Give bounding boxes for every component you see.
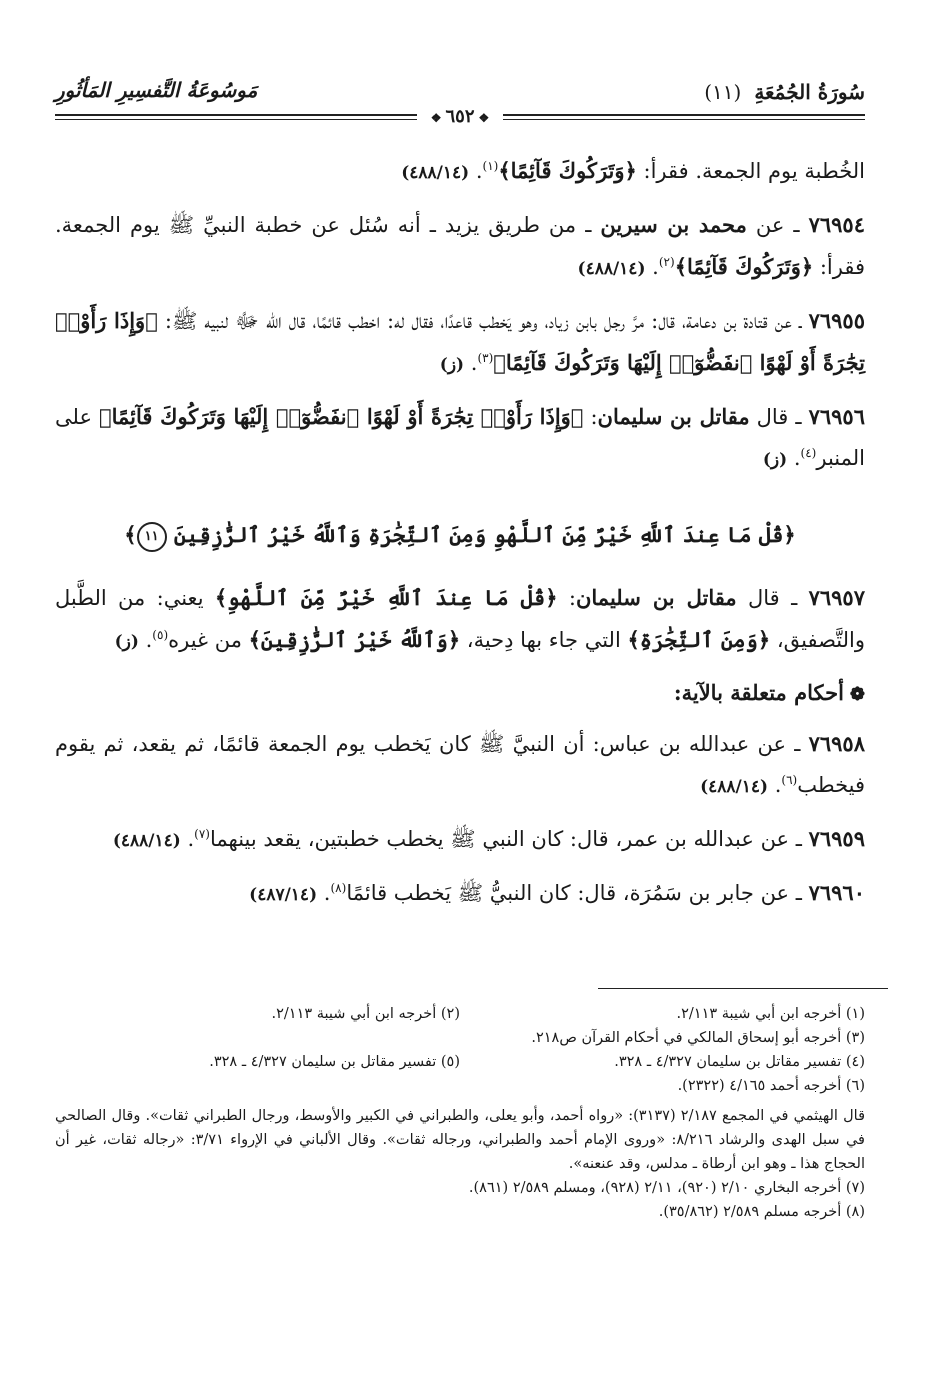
entry-76954: ٧٦٩٥٤ ـ عن محمد بن سيرين ـ من طريق يزيد ـ أنه سُئل عن خطبة النبيِّ ﷺ يوم الجمعة. فقرأ: ﴿وَتَرَكُوكَ قَآئِمًا﴾$^{(٢)}$. (٤٨٨/١٤) (55, 212, 865, 279)
footnotes (55, 1002, 865, 1224)
page-header (55, 70, 865, 130)
entry-76956: ٧٦٩٥٦ ـ قال مقاتل بن سليمان: ﴿وَإِذَا رَأَوْا۟ تِجَٰرَةً أَوْ لَهْوًا ٱنفَضُّوٓا۟ إِلَيْهَا وَتَرَكُوكَ قَآئِمًا﴾ على المنبر$^{(٤)}$. (ز) (55, 404, 865, 470)
entry-number: ٧٦٩٥٧ (808, 585, 865, 610)
footnote-6: (٦) أخرجه أحمد ٤/١٦٥ (٢٣٢٢). (677, 1078, 865, 1094)
page-number: ❖٦٥٢❖ (417, 106, 504, 127)
volume-reference: (٤٨٧/١٤) (249, 885, 318, 905)
book-title: مَوسُوعَةُ التَّفسِيرِ المَأثُورِ (55, 78, 258, 102)
ornament-icon: ❖ (478, 111, 490, 125)
narrator-name: مقاتل بن سليمان (597, 404, 750, 429)
volume-reference: (٤٨٨/١٤) (700, 777, 769, 797)
footnote-marker[interactable]: (٥) (152, 628, 169, 642)
entry-number: ٧٦٩٥٦ (808, 404, 865, 429)
entry-number: ٧٦٩٦٠ (808, 880, 865, 905)
quran-quote: ﴿وَٱللَّهُ خَيْرُ ٱلرَّٰزِقِينَ﴾ (248, 627, 461, 652)
footnote-8: (٨) أخرجه مسلم ٢/٥٨٩ (٣٥/٨٦٢). (658, 1204, 865, 1220)
entry-76959: ٧٦٩٥٩ ـ عن عبدالله بن عمر، قال: كان النبي ﷺ يخطب خطبتين، يقعد بينهما$^{(٧)}$. (٤٨٨/١٤) (112, 826, 865, 851)
footnote-separator (598, 988, 888, 989)
entry-number: ٧٦٩٥٤ (808, 212, 865, 237)
entry-76960: ٧٦٩٦٠ ـ عن جابر بن سَمُرَة، قال: كان النبيُّ ﷺ يَخطب قائمًا$^{(٨)}$. (٤٨٧/١٤) (249, 880, 865, 905)
quran-quote: ﴿وَإِذَا رَأَوْا۟ تِجَٰرَةً أَوْ لَهْوًا ٱنفَضُّوٓا۟ إِلَيْهَا وَتَرَكُوكَ قَآئِمًا﴾ (55, 308, 865, 375)
footnote-1: (١) أخرجه ابن أبي شيبة ٢/١١٣. (676, 1006, 865, 1022)
volume-reference: (ز) (114, 632, 139, 652)
verse-number-medallion: ١١ (137, 522, 167, 552)
surah-number: (١١) (704, 80, 742, 104)
quran-quote: ﴿قُلْ مَا عِندَ ٱللَّهِ خَيْرٌ مِّنَ ٱللَّهْوِ﴾ (214, 585, 558, 610)
quran-quote: ﴿وَإِذَا رَأَوْا۟ تِجَٰرَةً أَوْ لَهْوًا ٱنفَضُّوٓا۟ إِلَيْهَا وَتَرَكُوكَ قَآئِمًا﴾ (99, 404, 584, 429)
entry-number: ٧٦٩٥٨ (808, 731, 865, 756)
footnote-marker[interactable]: (٢) (658, 255, 675, 269)
volume-reference: (ز) (439, 355, 465, 375)
footnote-marker[interactable]: (٧) (194, 827, 210, 841)
footnote-marker[interactable]: (٦) (781, 773, 798, 787)
volume-reference: (٤٨٨/١٤) (577, 259, 646, 279)
quran-quote: ﴿وَمِنَ ٱلتِّجَٰرَةِ﴾ (627, 627, 771, 652)
footnote-2: (٢) أخرجه ابن أبي شيبة ٢/١١٣. (271, 1006, 460, 1022)
section-heading-text: أحكام متعلقة بالآية: (673, 680, 844, 705)
section-heading (55, 673, 865, 715)
footnote-3: (٣) أخرجه أبو إسحاق المالكي في أحكام القرآن ص٢١٨. (531, 1030, 865, 1046)
main-text (55, 150, 865, 926)
entry-76955: ٧٦٩٥٥ ـ عن قتادة بن دعامة، قال: مرَّ رجل بابن زياد، وهو يَخطب قاعدًا، فقال له: اخطب قائمًا، قال الله ﷻ لنبيه ﷺ: ﴿وَإِذَا رَأَوْا۟ تِجَٰرَةً أَوْ لَهْوًا ٱنفَضُّوٓا۟ إِلَيْهَا وَتَرَكُوكَ قَآئِمًا﴾$^{(٣)}$. (ز) (55, 308, 865, 375)
surah-name: سُورَةُ الجُمُعَةِ (754, 80, 865, 104)
footnote-marker[interactable]: (٤) (800, 446, 817, 460)
footnote-marker[interactable]: (٣) (477, 351, 494, 365)
entry-continuation: الخُطبة يوم الجمعة. فقرأ: ﴿وَتَرَكُوكَ قَآئِمًا﴾$^{(١)}$. (٤٨٨/١٤) (401, 158, 865, 183)
volume-reference: (٤٨٨/١٤) (112, 831, 181, 851)
surah-title (704, 80, 865, 104)
entry-76958: ٧٦٩٥٨ ـ عن عبدالله بن عباس: أن النبيَّ ﷺ كان يَخطب يوم الجمعة قائمًا، ثم يقعد، ثم يقوم فيخطب$^{(٦)}$. (٤٨٨/١٤) (55, 731, 865, 797)
entry-number: ٧٦٩٥٥ (808, 308, 865, 333)
ornament-icon: ❖ (430, 111, 442, 125)
narrator-name: محمد بن سيرين (600, 212, 747, 237)
flower-ornament-icon: ❁ (849, 684, 865, 705)
footnote-6-note: قال الهيثمي في المجمع ٢/١٨٧ (٣١٣٧): «رواه أحمد، وأبو يعلى، والطبراني في الكبير والأوسط، ورجال الطبراني ثقات». وقال الصالحي في سبل الهدى والرشاد ٨/٢١٦: «وروى الإمام أحمد والطبراني، ورجاله ثقات». وقال الألباني في الإرواء ٣/٧١: «رجاله ثقات، غير أن الحجاج هذا ـ وهو ابن أرطاة ـ مدلس، وقد عنعنه». (55, 1108, 865, 1172)
entry-number: ٧٦٩٥٩ (808, 826, 865, 851)
footnote-marker[interactable]: (٨) (330, 881, 347, 895)
footnote-marker[interactable]: (١) (482, 159, 499, 173)
narrator-name: مقاتل بن سليمان (575, 585, 737, 610)
quran-quote: ﴿وَتَرَكُوكَ قَآئِمًا﴾ (498, 158, 637, 183)
verse-heading: ﴿قُلْ مَا عِندَ ٱللَّهِ خَيْرٌ مِّنَ ٱللَّهْوِ وَمِنَ ٱلتِّجَٰرَةِ وَٱللَّهُ خَيْرُ ٱلرَّٰزِقِينَ ١١﴾ (55, 515, 865, 555)
quran-quote: ﴿وَتَرَكُوكَ قَآئِمًا﴾ (674, 254, 814, 279)
volume-reference: (٤٨٨/١٤) (401, 163, 470, 183)
entry-76957: ٧٦٩٥٧ ـ قال مقاتل بن سليمان: ﴿قُلْ مَا عِندَ ٱللَّهِ خَيْرٌ مِّنَ ٱللَّهْوِ﴾ يعني: من الطَّبل والتَّصفيق، ﴿وَمِنَ ٱلتِّجَٰرَةِ﴾ التي جاء بها دِحية، ﴿وَٱللَّهُ خَيْرُ ٱلرَّٰزِقِينَ﴾ من غيره$^{(٥)}$. (ز) (55, 585, 865, 652)
footnote-4: (٤) تفسير مقاتل بن سليمان ٤/٣٢٧ ـ ٣٢٨. (614, 1054, 865, 1070)
verse-text: ﴿قُلْ مَا عِندَ ٱللَّهِ خَيْرٌ مِّنَ ٱللَّهْوِ وَمِنَ ٱلتِّجَٰرَةِ وَٱللَّهُ خَيْرُ ٱلرَّٰزِقِينَ (173, 522, 796, 547)
footnote-7: (٧) أخرجه البخاري ٢/١٠ (٩٢٠)، ٢/١١ (٩٢٨)، ومسلم ٢/٥٨٩ (٨٦١). (468, 1180, 865, 1196)
volume-reference: (ز) (762, 450, 788, 470)
footnote-5: (٥) تفسير مقاتل بن سليمان ٤/٣٢٧ ـ ٣٢٨. (209, 1054, 460, 1070)
